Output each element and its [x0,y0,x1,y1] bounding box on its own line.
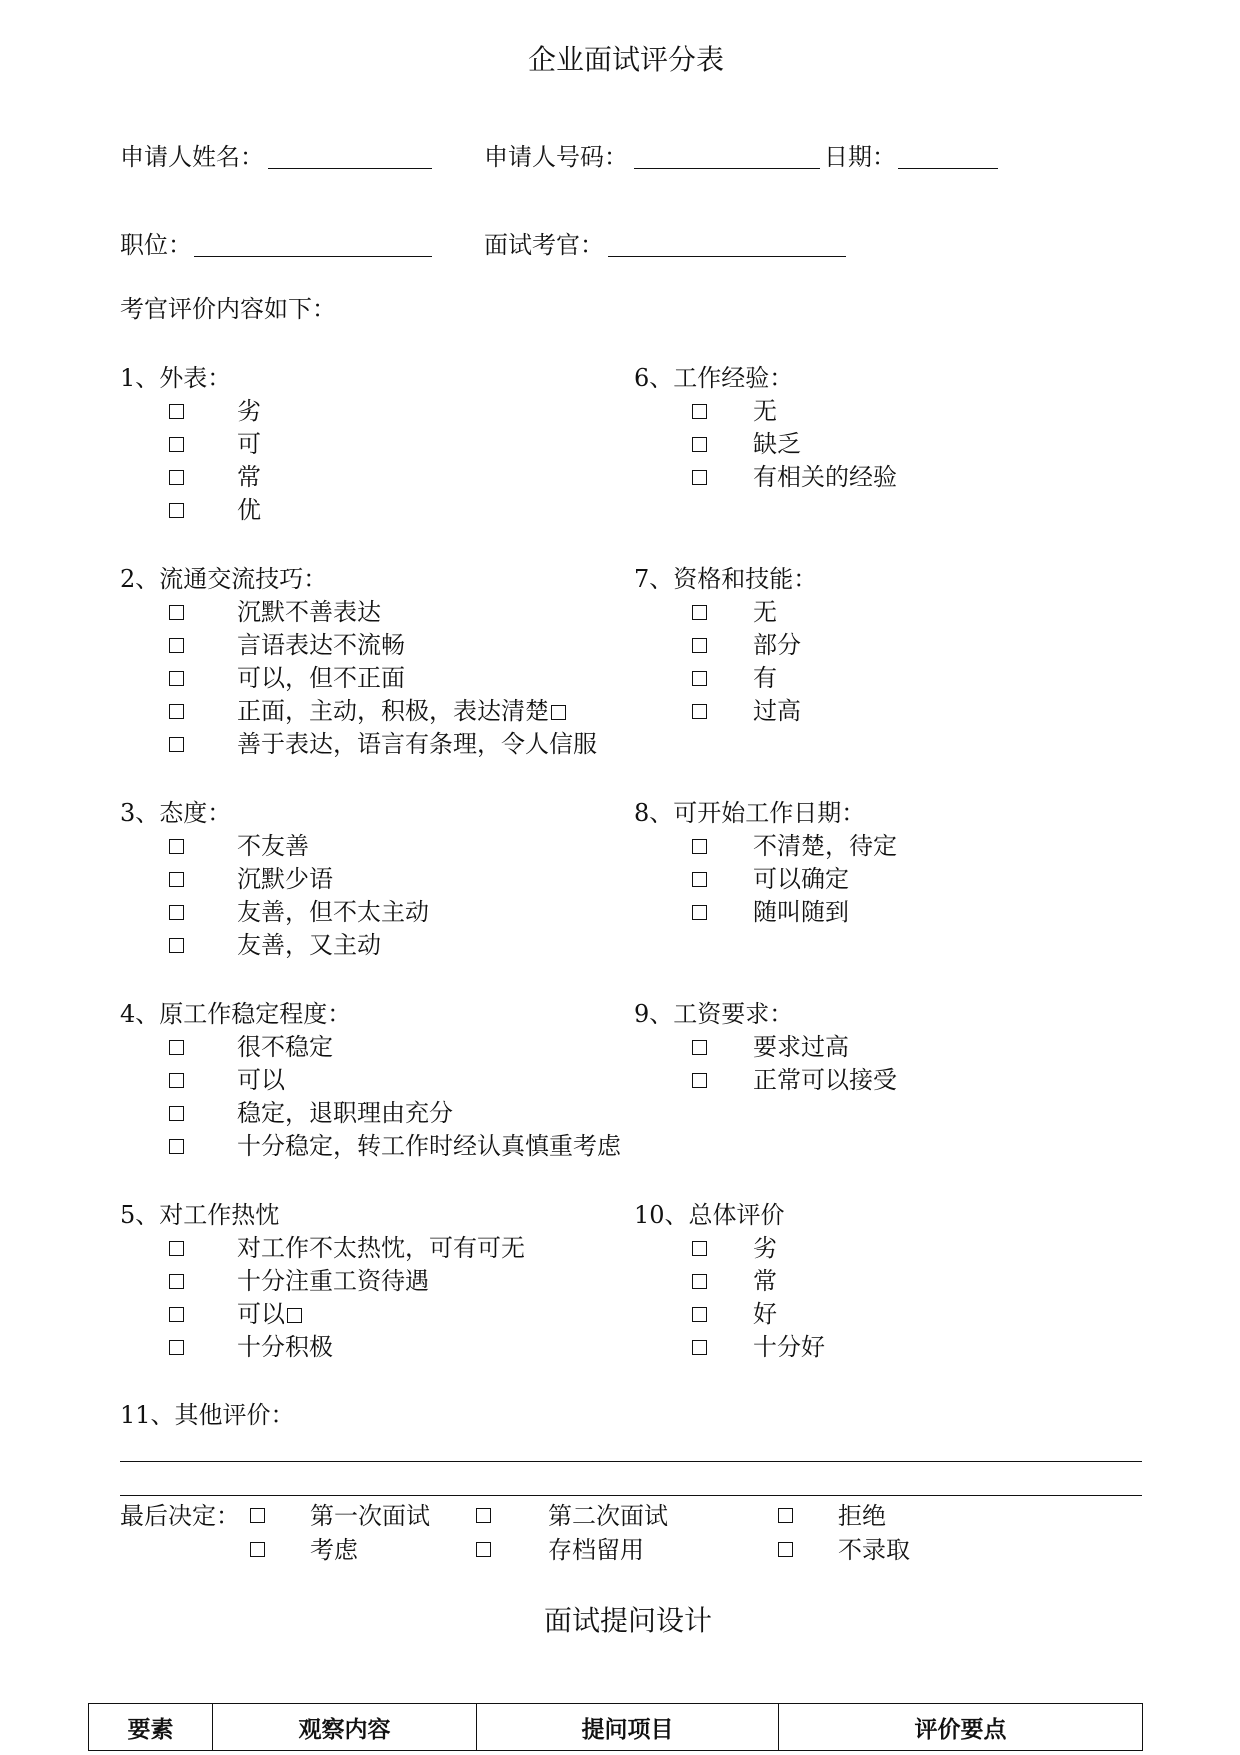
checkbox[interactable] [778,1542,793,1557]
option-label: 无 [753,397,777,425]
comment-line[interactable] [120,1461,1142,1462]
checkbox[interactable] [169,704,184,719]
checkbox[interactable] [692,1073,707,1088]
checkbox[interactable] [476,1508,491,1523]
option-label: 有相关的经验 [753,463,897,491]
applicant-name-field[interactable] [268,168,432,169]
option-label: 常 [237,463,261,491]
evaluation-intro: 考官评价内容如下： [120,295,336,323]
option-label: 缺乏 [753,430,801,458]
interviewer-field[interactable] [608,256,846,257]
option-label: 十分注重工资待遇 [237,1267,429,1295]
table-header-row [89,1704,1143,1751]
option-label: 不友善 [237,832,309,860]
option-label: 有 [753,664,777,692]
option-label: 可以 [237,1300,285,1328]
checkbox[interactable] [250,1508,265,1523]
checkbox[interactable] [169,1040,184,1055]
checkbox[interactable] [169,938,184,953]
checkbox[interactable] [169,638,184,653]
interviewer-label: 面试考官： [484,231,604,259]
option-label: 随叫随到 [753,898,849,926]
option-label: 无 [753,598,777,626]
applicant-number-field[interactable] [634,168,820,169]
option-label: 优 [237,496,261,524]
checkbox[interactable] [692,1040,707,1055]
checkbox[interactable] [169,872,184,887]
table-header-cell: 要素 [89,1704,213,1751]
position-field[interactable] [194,256,432,257]
option-label: 可以，但不正面 [237,664,405,692]
checkbox[interactable] [169,1340,184,1355]
checkbox[interactable] [692,1241,707,1256]
checkbox[interactable] [692,872,707,887]
date-field[interactable] [898,168,998,169]
option-label: 善于表达，语言有条理，令人信服 [237,730,597,758]
checkbox[interactable] [692,905,707,920]
checkbox[interactable] [169,404,184,419]
interview-question-table [88,1703,1143,1751]
checkbox[interactable] [692,1274,707,1289]
checkbox[interactable] [169,1307,184,1322]
checkbox[interactable] [169,437,184,452]
checkbox[interactable] [692,638,707,653]
final-decision-label: 最后决定： [120,1502,240,1530]
option-label: 友善，但不太主动 [237,898,429,926]
option-label: 不清楚，待定 [753,832,897,860]
table-header-cell: 评价要点 [779,1704,1143,1751]
checkbox[interactable] [692,437,707,452]
checkbox-glyph [551,705,566,720]
checkbox[interactable] [169,737,184,752]
option-label: 友善，又主动 [237,931,381,959]
table-header-cell: 观察内容 [213,1704,477,1751]
decision-option-label: 存档留用 [548,1536,644,1564]
option-label: 正面，主动，积极，表达清楚 [237,697,549,725]
section-heading: 8、可开始工作日期： [634,799,866,827]
option-label: 十分积极 [237,1333,333,1361]
checkbox[interactable] [169,1073,184,1088]
option-label: 稳定，退职理由充分 [237,1099,453,1127]
decision-option-label: 第一次面试 [310,1502,430,1530]
section-heading: 9、工资要求： [634,1000,794,1028]
decision-option-label: 拒绝 [838,1502,886,1530]
checkbox[interactable] [692,470,707,485]
checkbox[interactable] [169,1139,184,1154]
option-label: 可 [237,430,261,458]
section-heading: 6、工作经验： [634,364,794,392]
option-label: 十分稳定，转工作时经认真慎重考虑 [237,1132,621,1160]
section-heading: 2、流通交流技巧： [120,565,328,593]
option-label: 劣 [753,1234,777,1262]
other-comments-label: 11、其他评价： [120,1401,295,1429]
option-label: 沉默少语 [237,865,333,893]
checkbox[interactable] [692,1340,707,1355]
checkbox[interactable] [692,605,707,620]
option-label: 好 [753,1300,777,1328]
applicant-name-label: 申请人姓名： [120,143,264,171]
option-label: 劣 [237,397,261,425]
checkbox[interactable] [169,503,184,518]
checkbox[interactable] [476,1542,491,1557]
decision-option-label: 考虑 [310,1536,358,1564]
option-label: 常 [753,1267,777,1295]
date-label: 日期： [824,143,896,171]
section-heading: 1、外表： [120,364,232,392]
checkbox[interactable] [169,470,184,485]
checkbox[interactable] [169,1274,184,1289]
checkbox-glyph [287,1308,302,1323]
section-heading: 10、总体评价 [634,1201,785,1229]
option-label: 可以确定 [753,865,849,893]
checkbox[interactable] [169,905,184,920]
checkbox[interactable] [169,1106,184,1121]
checkbox[interactable] [778,1508,793,1523]
option-label: 言语表达不流畅 [237,631,405,659]
checkbox[interactable] [169,605,184,620]
section-heading: 7、资格和技能： [634,565,818,593]
option-label: 很不稳定 [237,1033,333,1061]
option-label: 过高 [753,697,801,725]
option-label: 对工作不太热忱，可有可无 [237,1234,525,1262]
option-label: 部分 [753,631,801,659]
checkbox[interactable] [250,1542,265,1557]
section-heading: 3、态度： [120,799,232,827]
section-subtitle: 面试提问设计 [544,1604,713,1637]
page-title: 企业面试评分表 [528,43,725,76]
checkbox[interactable] [692,1307,707,1322]
option-label: 沉默不善表达 [237,598,381,626]
position-label: 职位： [120,231,192,259]
comment-line[interactable] [120,1495,1142,1496]
checkbox[interactable] [692,404,707,419]
option-label: 可以 [237,1066,285,1094]
option-label: 正常可以接受 [753,1066,897,1094]
checkbox[interactable] [169,671,184,686]
option-label: 要求过高 [753,1033,849,1061]
checkbox[interactable] [169,1241,184,1256]
checkbox[interactable] [169,839,184,854]
option-label: 十分好 [753,1333,825,1361]
checkbox[interactable] [692,671,707,686]
checkbox[interactable] [692,704,707,719]
decision-option-label: 第二次面试 [548,1502,668,1530]
section-heading: 5、对工作热忱 [120,1201,280,1229]
table-header-cell: 提问项目 [477,1704,779,1751]
checkbox[interactable] [692,839,707,854]
decision-option-label: 不录取 [838,1536,910,1564]
section-heading: 4、原工作稳定程度： [120,1000,352,1028]
applicant-number-label: 申请人号码： [484,143,628,171]
